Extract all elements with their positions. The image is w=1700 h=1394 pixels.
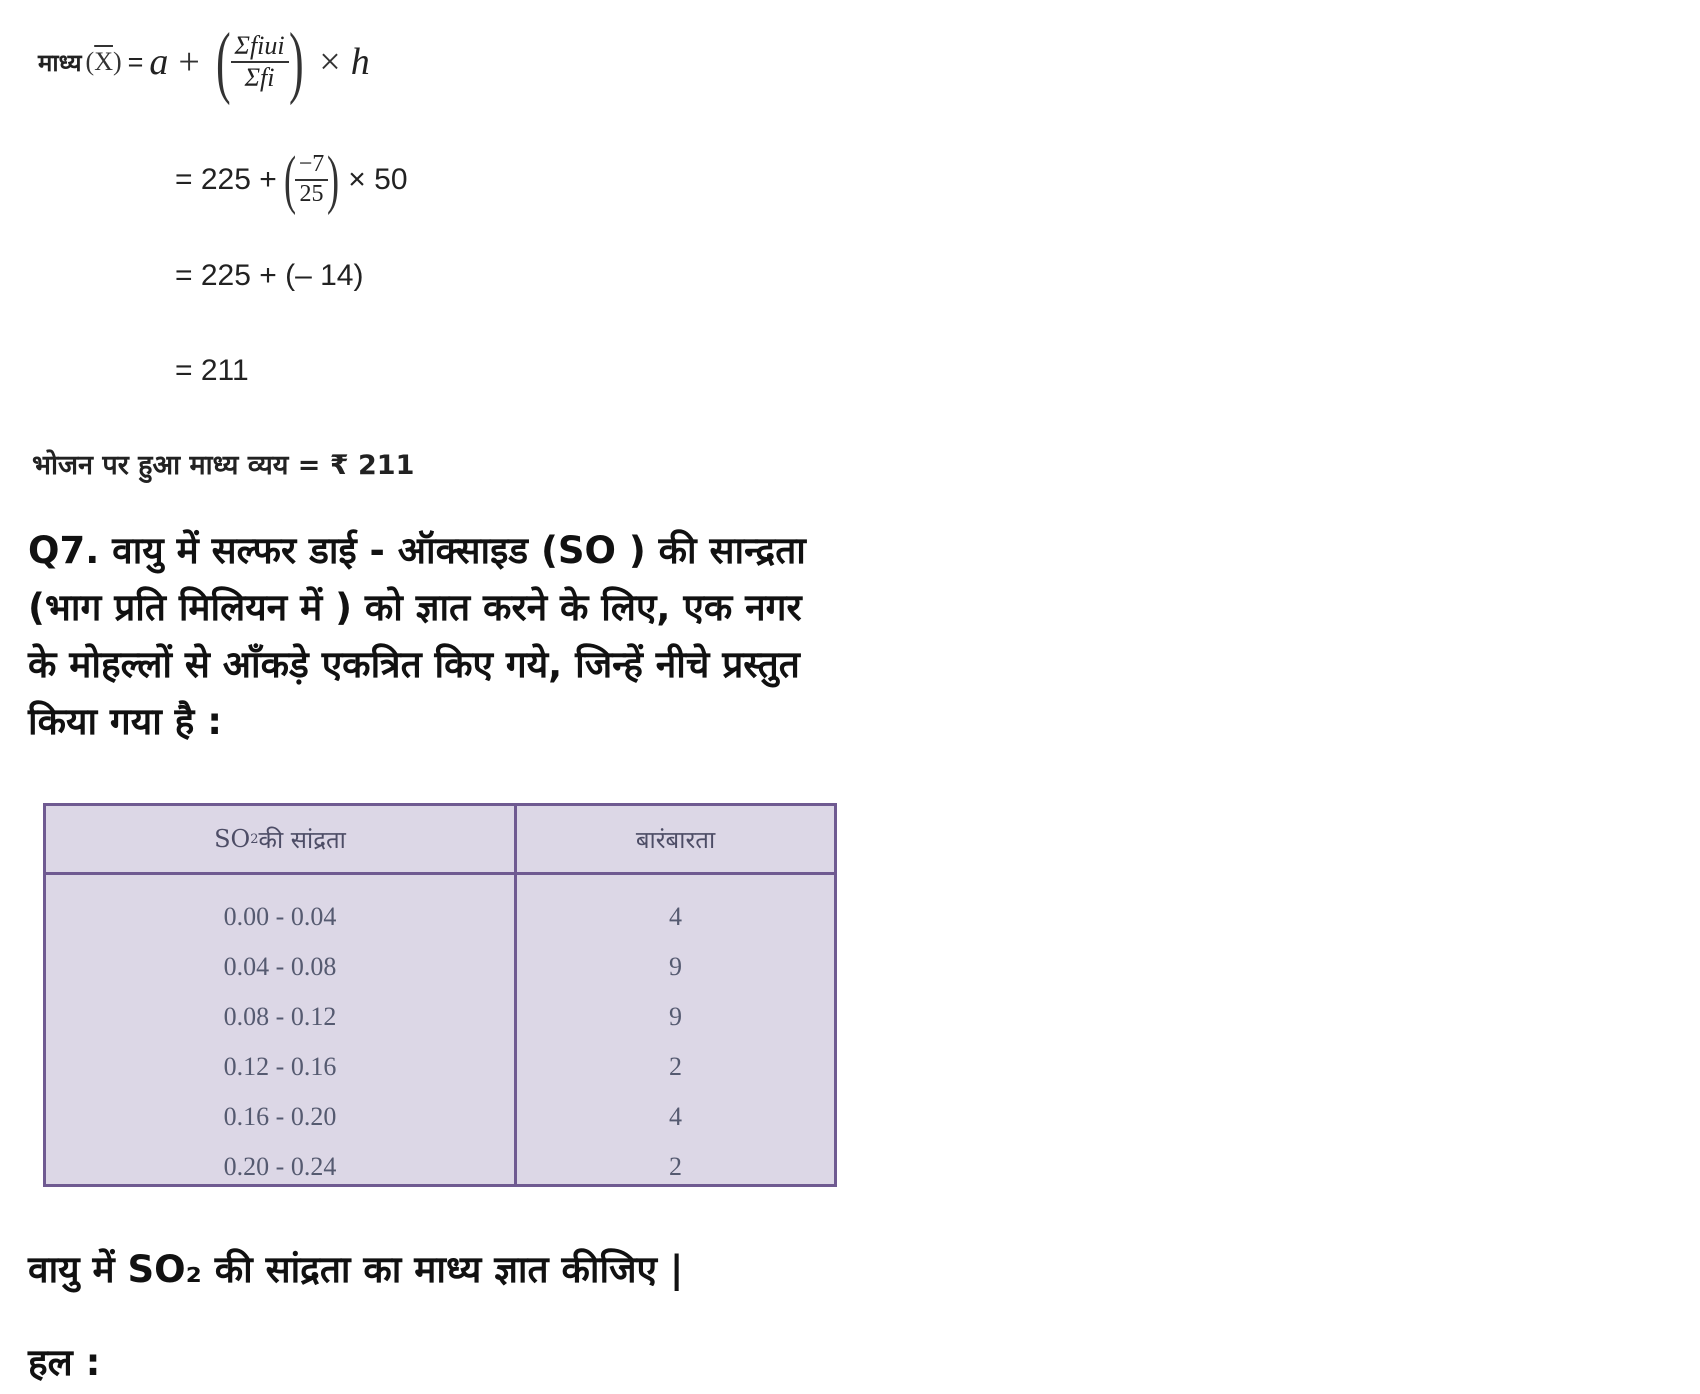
table-cell-frequency: 4 [669,902,682,931]
table-cell-range: 0.00 - 0.04 [223,902,337,931]
table-row [46,992,834,1042]
question-line-2: (भाग प्रति मिलियन में ) को ज्ञात करने के लिए, एक नगर [28,586,802,629]
table-row [46,1092,834,1142]
formula-equals: = [127,46,144,77]
formula-a: a [149,41,169,83]
mean-formula [38,18,370,106]
fraction-numerator: Σfiui [234,31,285,61]
table-cell-range: 0.08 - 0.12 [223,1002,337,1031]
step1-fraction [295,151,329,208]
right-paren: ) [288,18,304,106]
result-line: भोजन पर हुआ माध्य व्यय = ₹ 211 [32,450,415,481]
solution-label: हल : [28,1341,101,1384]
table-row [46,942,834,992]
table-header-divider [46,872,834,875]
formula-h: h [350,41,370,83]
table-row [46,1042,834,1092]
table-cell-frequency: 4 [669,1102,682,1131]
calc-step-1 [175,140,408,220]
table-cell-range: 0.12 - 0.16 [223,1052,337,1081]
table-header-concentration [46,806,514,872]
formula-plus: + [178,41,200,83]
step1-left-paren: ( [283,143,296,216]
left-paren: ( [215,18,231,106]
so2-frequency-table [43,803,837,1187]
step1-numerator: −7 [298,151,325,178]
table-cell-frequency: 2 [669,1152,682,1181]
mean-symbol-x: $\overline{X}$ [94,47,113,76]
header-so-prefix: SO [214,825,251,853]
table-cell-frequency: 9 [669,952,682,981]
formula-times: × [319,41,341,83]
question-ask: वायु में SO₂ की सांद्रता का माध्य ज्ञात कीजिए | [28,1248,684,1291]
table-header-frequency: बारंबारता [635,825,716,854]
table-cell-range: 0.16 - 0.20 [223,1102,337,1131]
header-so-subscript: 2 [250,831,259,847]
step1-prefix: = 225 + [175,163,277,196]
fraction-denominator: Σfi [244,63,275,92]
question-line-4: किया गया है : [28,700,223,743]
table-cell-range: 0.04 - 0.08 [223,952,337,981]
header-concentration-text: की सांद्रता [258,825,346,854]
question-line-3: के मोहल्लों से आँकड़े एकत्रित किए गये, जिन्हें नीचे प्रस्तुत [28,643,800,686]
question-q7 [28,522,1128,750]
calc-step-3: = 211 [175,354,249,387]
formula-fraction [231,31,289,93]
table-cell-frequency: 2 [669,1052,682,1081]
table-row [46,892,834,942]
table-cell-frequency: 9 [669,1002,682,1031]
step1-denominator: 25 [299,181,324,207]
formula-label: माध्य [38,48,82,77]
calc-step-2: = 225 + (– 14) [175,259,364,292]
step1-suffix: × 50 [348,163,408,196]
question-line-1: Q7. वायु में सल्फर डाई - ऑक्साइड (SO ) की सान्द्रता [28,529,806,572]
mean-symbol: $(\overline{X})$ [85,47,122,76]
step1-right-paren: ) [327,143,340,216]
table-cell-range: 0.20 - 0.24 [223,1152,337,1181]
table-row [46,1142,834,1192]
